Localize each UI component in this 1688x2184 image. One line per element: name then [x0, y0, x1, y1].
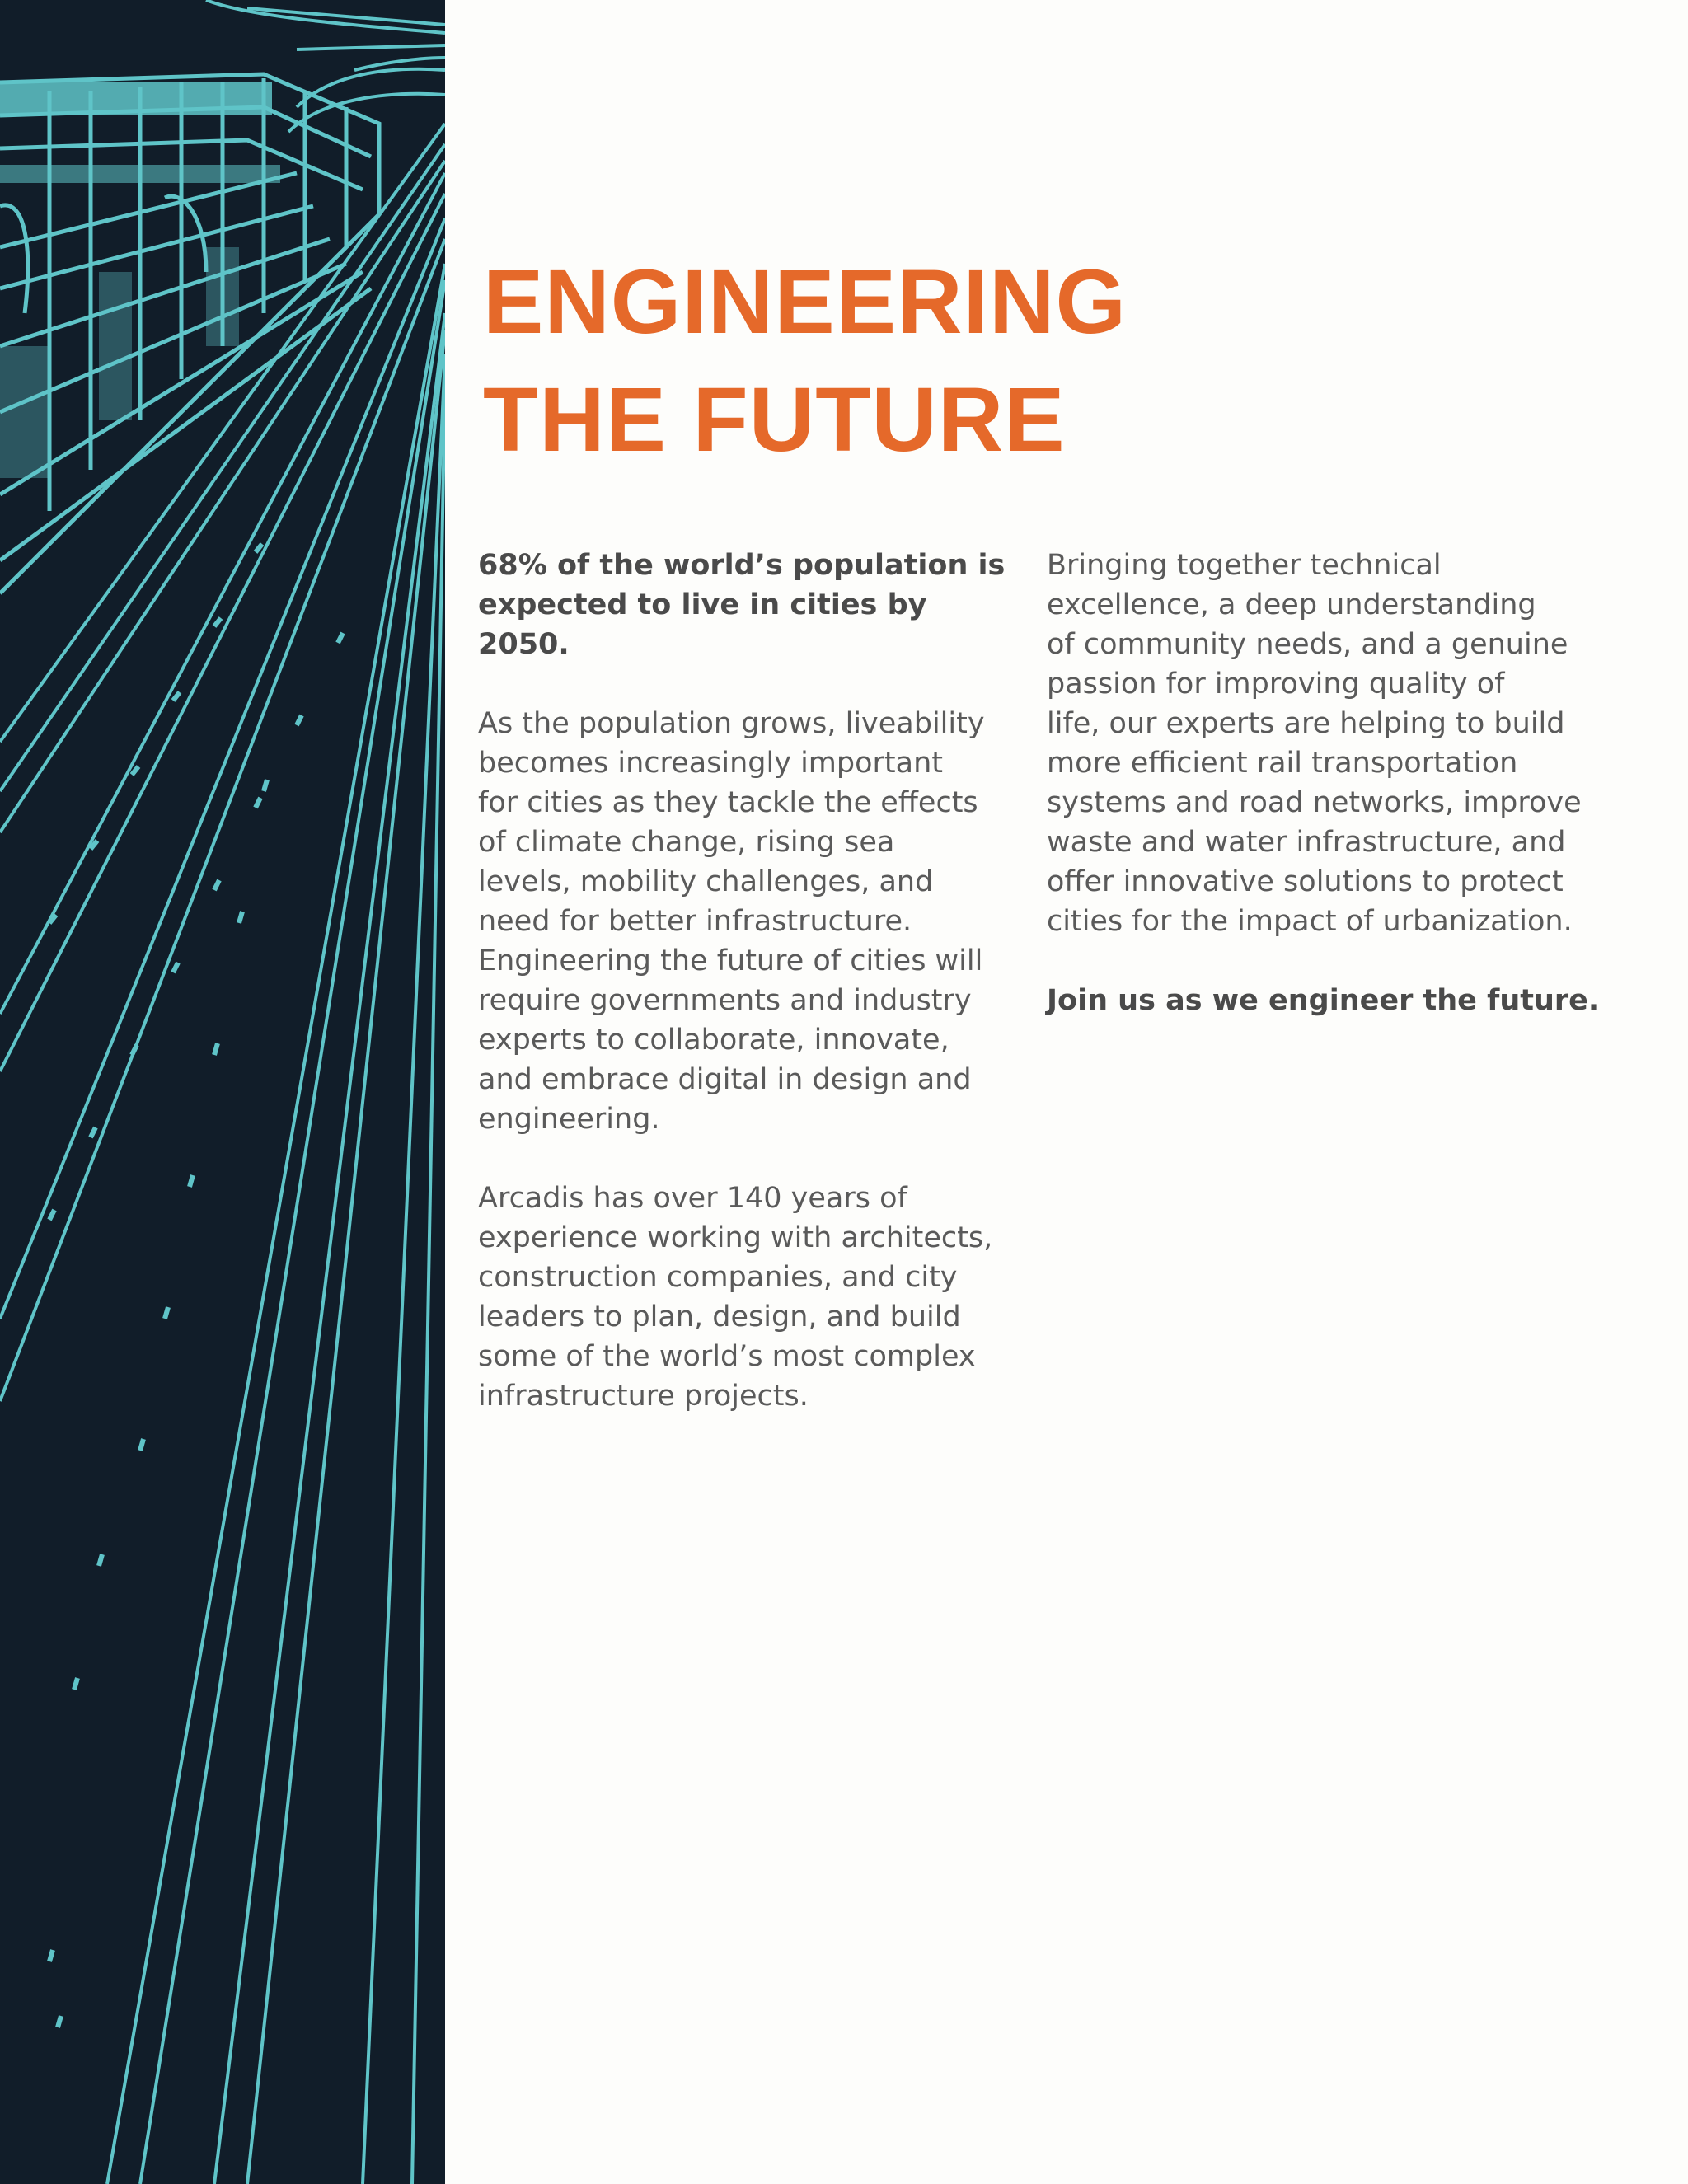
page-title-line-2: THE FUTURE — [483, 369, 1066, 471]
illustration-panel — [0, 0, 445, 2184]
left-column — [478, 546, 1006, 1455]
body-paragraph-liveability: As the population grows, liveability becomes increasingly important for cities as they tackle the effects of climate change, rising sea levels, mobility challenges, and need for better infrastructure. Engineering the future of cities will require governments and industry experts to collaborate, innovate, and embrace digital in design and engineering. — [478, 707, 985, 1136]
intro-statement: 68% of the world’s population is expected to live in cities by 2050. — [478, 549, 1006, 661]
body-paragraph-arcadis-experience: Arcadis has over 140 years of experience working with architects, construction companies, and city leaders to plan, design, and build some of the world’s most complex infrastructure projects. — [478, 1182, 993, 1413]
page-title — [483, 243, 1127, 479]
right-column — [1047, 546, 1624, 1060]
call-to-action: Join us as we engineer the future. — [1047, 984, 1600, 1017]
content-area — [445, 0, 1688, 2184]
page-title-line-1: ENGINEERING — [483, 251, 1128, 353]
body-paragraph-experts: Bringing together technical excellence, a deep understanding of community needs, and a genuine passion for improving quality of life, our experts are helping to build more efficient rail transportation systems and road networks, improve waste and water infrastructure, and offer innovative solutions to protect cities for the impact of urbanization. — [1047, 549, 1582, 938]
train-line-art-icon — [0, 0, 445, 2184]
